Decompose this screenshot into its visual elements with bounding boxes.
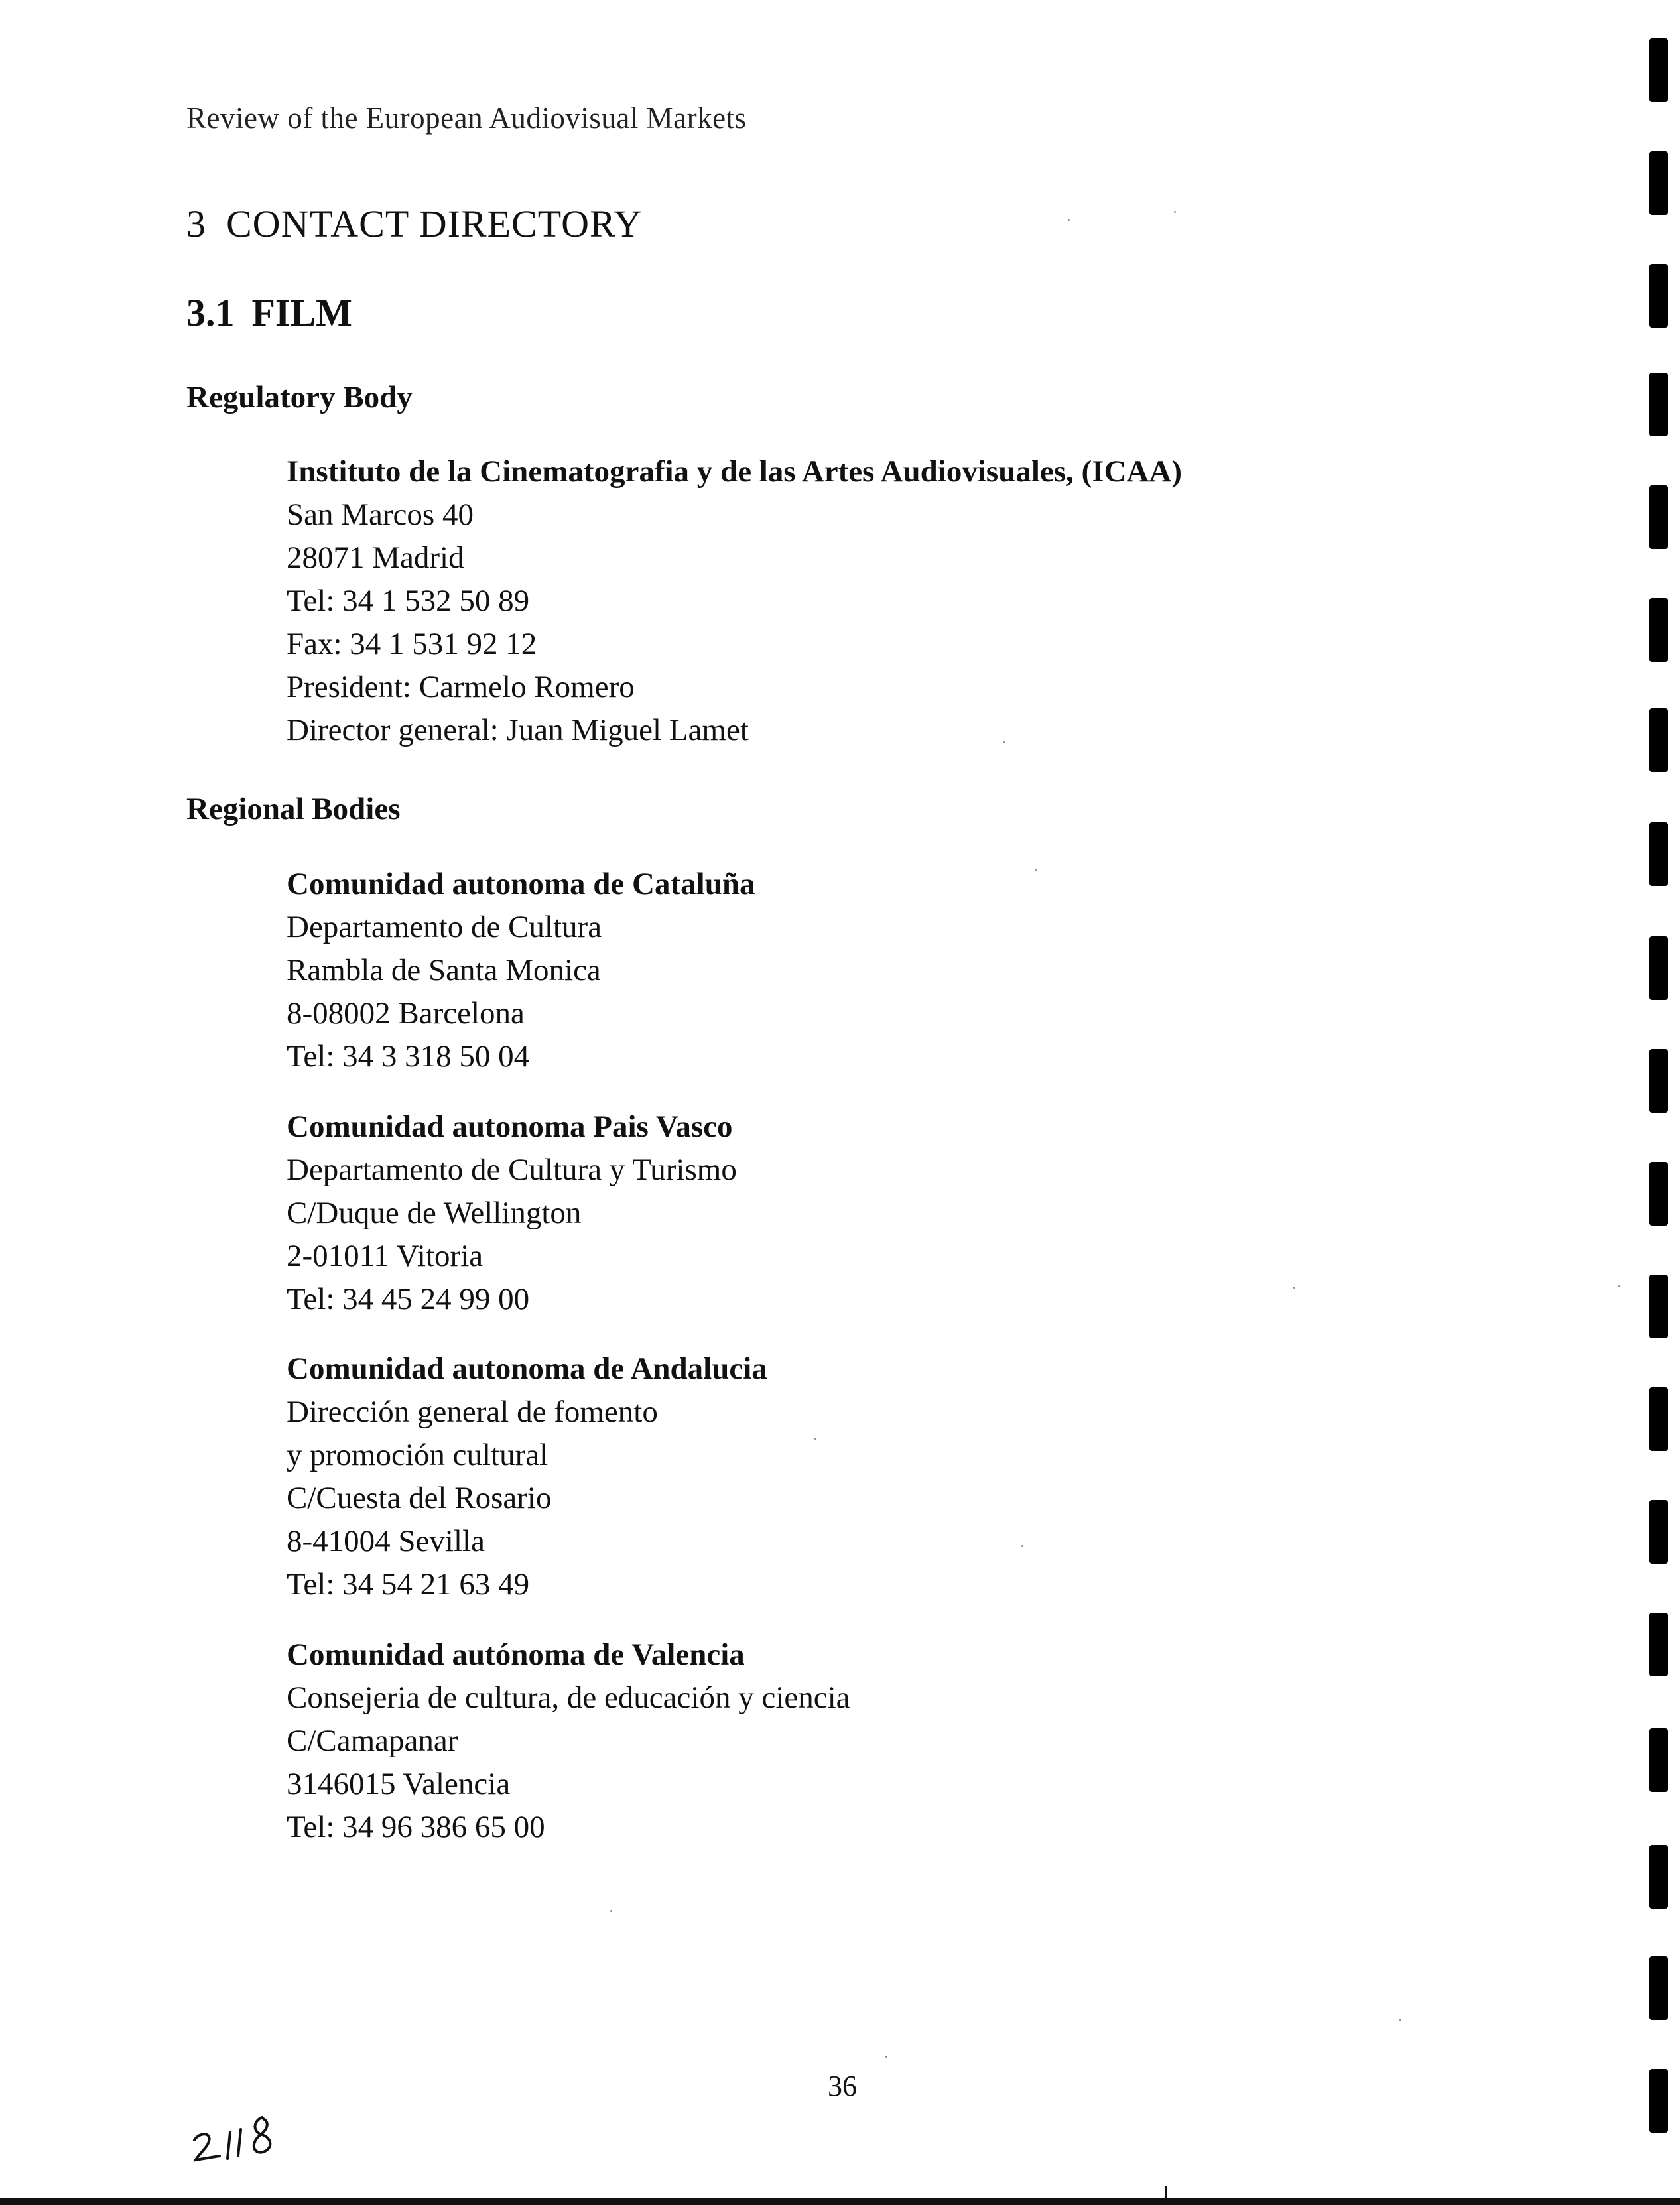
scan-speck xyxy=(610,1910,612,1912)
entry-line: Consejeria de cultura, de educación y ciencia xyxy=(287,1680,850,1715)
entry-name: Instituto de la Cinematografia y de las Artes Audiovisuales, (ICAA) xyxy=(287,454,1182,489)
entry-line: Tel: 34 3 318 50 04 xyxy=(287,1039,530,1074)
binding-marks xyxy=(1634,0,1680,2205)
entry-line: Tel: 34 96 386 65 00 xyxy=(287,1810,545,1844)
entry-line: Director general: Juan Miguel Lamet xyxy=(287,713,749,747)
scan-speck xyxy=(1003,741,1005,743)
binding-mark xyxy=(1649,38,1668,102)
handwritten-annotation-icon xyxy=(189,2112,289,2172)
group-heading-regional-bodies: Regional Bodies xyxy=(186,792,401,826)
scan-bottom-edge xyxy=(0,2198,1680,2205)
binding-mark xyxy=(1649,1275,1668,1338)
binding-mark xyxy=(1649,708,1668,772)
entry-line: 8-08002 Barcelona xyxy=(287,996,525,1031)
binding-mark xyxy=(1649,598,1668,662)
binding-mark xyxy=(1649,1845,1668,1909)
binding-mark xyxy=(1649,1613,1668,1676)
entry-name: Comunidad autonoma de Andalucia xyxy=(287,1352,767,1386)
scan-speck xyxy=(1035,869,1037,871)
entry-line: Tel: 34 45 24 99 00 xyxy=(287,1282,530,1316)
entry-name: Comunidad autonoma Pais Vasco xyxy=(287,1109,733,1144)
entry-line: Tel: 34 54 21 63 49 xyxy=(287,1567,530,1602)
entry-line: Departamento de Cultura xyxy=(287,910,602,944)
entry-line: Dirección general de fomento xyxy=(287,1395,658,1429)
binding-mark xyxy=(1649,1049,1668,1113)
running-head: Review of the European Audiovisual Markets xyxy=(186,101,747,135)
section-title: FILM xyxy=(251,291,352,334)
entry-line: Departamento de Cultura y Turismo xyxy=(287,1153,737,1187)
entry-line: 3146015 Valencia xyxy=(287,1767,511,1801)
binding-mark xyxy=(1649,373,1668,436)
binding-mark xyxy=(1649,936,1668,1000)
scan-speck xyxy=(1618,1285,1620,1287)
section-number: 3.1 xyxy=(186,291,235,334)
binding-mark xyxy=(1649,1500,1668,1564)
binding-mark xyxy=(1649,1387,1668,1451)
entry-line: 2-01011 Vitoria xyxy=(287,1239,484,1273)
entry-line: San Marcos 40 xyxy=(287,497,474,532)
entry-line: Rambla de Santa Monica xyxy=(287,953,601,987)
binding-mark xyxy=(1649,264,1668,328)
page-number: 36 xyxy=(828,2070,857,2102)
chapter-title: CONTACT DIRECTORY xyxy=(226,202,643,245)
entry-line: y promoción cultural xyxy=(287,1438,549,1472)
entry-name: Comunidad autónoma de Valencia xyxy=(287,1637,745,1672)
scan-speck xyxy=(885,2056,887,2058)
entry-line: 28071 Madrid xyxy=(287,540,464,575)
binding-mark xyxy=(1649,485,1668,549)
chapter-heading xyxy=(186,202,642,246)
group-heading-regulatory-body: Regulatory Body xyxy=(186,380,413,414)
entry-line: C/Cuesta del Rosario xyxy=(287,1481,552,1515)
binding-mark xyxy=(1649,151,1668,215)
binding-mark xyxy=(1649,1162,1668,1226)
binding-mark xyxy=(1649,1728,1668,1792)
entry-line: President: Carmelo Romero xyxy=(287,670,635,704)
entry-line: Fax: 34 1 531 92 12 xyxy=(287,627,537,661)
contact-entry-cataluna xyxy=(287,862,755,1078)
entry-line: C/Duque de Wellington xyxy=(287,1196,582,1230)
entry-name: Comunidad autonoma de Cataluña xyxy=(287,867,755,901)
scan-edge-notch xyxy=(1165,2186,1167,2198)
chapter-number: 3 xyxy=(186,202,206,245)
entry-line: Tel: 34 1 532 50 89 xyxy=(287,584,530,618)
contact-entry-icaa xyxy=(287,450,1182,752)
contact-entry-pais-vasco xyxy=(287,1105,737,1321)
scan-speck xyxy=(1021,1545,1023,1547)
section-heading xyxy=(186,290,352,335)
entry-line: 8-41004 Sevilla xyxy=(287,1524,485,1558)
contact-entry-andalucia xyxy=(287,1347,767,1606)
binding-mark xyxy=(1649,2069,1668,2133)
scan-speck xyxy=(1293,1287,1295,1289)
contact-entry-valencia xyxy=(287,1633,850,1849)
scan-speck xyxy=(814,1438,816,1440)
binding-mark xyxy=(1649,822,1668,886)
scan-speck xyxy=(1399,2019,1401,2021)
scan-speck xyxy=(1174,211,1176,213)
scan-speck xyxy=(1068,219,1070,221)
binding-mark xyxy=(1649,1956,1668,2020)
entry-line: C/Camapanar xyxy=(287,1724,458,1758)
